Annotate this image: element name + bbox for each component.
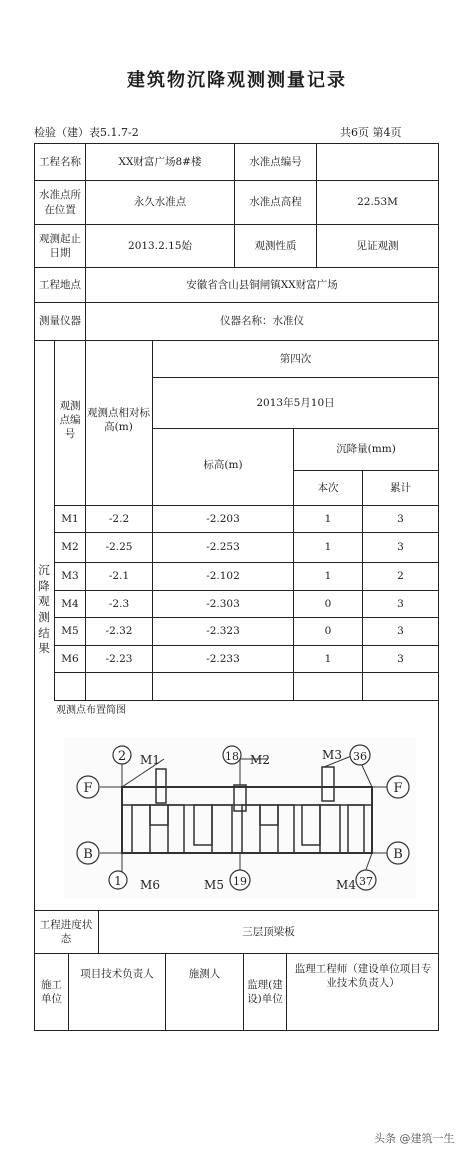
row-elev: -2.102: [206, 570, 240, 583]
row-this: 0: [324, 597, 332, 610]
site-value: 安徽省含山县铜闸镇XX财富广场: [186, 278, 338, 291]
row-point: M2: [61, 541, 79, 554]
row-point: M1: [61, 512, 79, 525]
benchmark-elev-value: 22.53M: [357, 196, 398, 209]
obs-start-value: 2013.2.15始: [128, 239, 192, 252]
col-total-header: 累计: [390, 481, 411, 494]
axis-b-left: B: [83, 847, 93, 862]
project-name-label: 工程名称: [39, 155, 81, 168]
axis-f-right: F: [393, 781, 403, 796]
watermark: 头条 @建筑一生: [374, 1132, 455, 1145]
tech-lead-label: 项目技术负责人: [80, 967, 154, 980]
form-code: 检验（建）表5.1.7-2: [34, 126, 139, 139]
col-this-header: 本次: [317, 481, 339, 494]
layout-diagram: [64, 737, 416, 899]
label-m1: M1: [140, 753, 160, 767]
obs-nature-value: 见证观测: [356, 239, 399, 252]
site-label: 工程地点: [39, 278, 81, 291]
row-elev: -2.203: [206, 512, 240, 525]
col-settle-header: 沉降量(mm): [336, 443, 396, 456]
col-point-header: 观测点编号: [59, 399, 81, 441]
row-elev: -2.253: [206, 541, 240, 554]
unit-label: 施工单位: [41, 978, 62, 1005]
row-total: 3: [397, 541, 404, 554]
row-elev: -2.303: [206, 597, 240, 610]
progress-label: 工程进度状态: [39, 918, 93, 945]
row-elev: -2.233: [206, 652, 240, 665]
svg-text:2: 2: [117, 749, 127, 764]
row-total: 3: [397, 512, 404, 525]
row-total: 3: [397, 652, 404, 665]
col-elev-header: 标高(m): [203, 458, 243, 471]
label-m6: M6: [140, 878, 160, 892]
round-label: 第四次: [279, 352, 312, 365]
row-rel: -2.23: [105, 652, 133, 665]
axis-b-right: B: [393, 847, 403, 862]
row-rel: -2.2: [108, 512, 130, 525]
row-total: 3: [397, 597, 404, 610]
row-rel: -2.1: [108, 570, 130, 583]
row-rel: -2.25: [105, 541, 133, 554]
row-point: M6: [61, 652, 79, 665]
col-rel-elev-header: 观测点相对标高(m): [87, 406, 150, 433]
row-point: M4: [61, 597, 79, 610]
page-count: 共6页 第4页: [340, 126, 402, 139]
axis-f-left: F: [83, 781, 93, 796]
row-this: 1: [324, 512, 332, 525]
axis-37: 37: [359, 875, 373, 888]
project-name-value: XX财富广场8#楼: [118, 155, 202, 168]
row-elev: -2.323: [206, 625, 240, 638]
obs-nature-label: 观测性质: [254, 239, 297, 252]
row-rel: -2.3: [108, 597, 130, 610]
row-rel: -2.32: [105, 625, 133, 638]
row-this: 0: [324, 625, 332, 638]
axis-1: 1: [114, 874, 122, 888]
label-m5: M5: [204, 878, 224, 892]
surveyor-label: 施测人: [188, 967, 221, 980]
benchmark-no-label: 水准点编号: [249, 155, 302, 168]
label-m3: M3: [322, 748, 342, 762]
row-total: 3: [397, 625, 404, 638]
section-label: 沉降观测结果: [38, 563, 50, 656]
row-point: M5: [61, 625, 79, 638]
label-m4: M4: [336, 878, 356, 892]
row-this: 1: [324, 570, 332, 583]
diagram-caption: 观测点布置简图: [56, 705, 126, 717]
instrument-label: 测量仪器: [39, 315, 81, 328]
progress-value: 三层顶梁板: [242, 925, 295, 938]
obs-start-label: 观测起止日期: [39, 232, 81, 259]
axis-19: 19: [233, 875, 247, 888]
label-m2: M2: [250, 753, 270, 767]
instrument-value: 仪器名称：水准仪: [220, 315, 304, 328]
row-point: M3: [61, 570, 79, 583]
document-title: 建筑物沉降观测测量记录: [127, 70, 347, 91]
row-total: 2: [397, 570, 404, 583]
axis-18: 18: [225, 750, 239, 763]
benchmark-no-value: [317, 144, 438, 180]
supervisor-unit-label: 监理(建设)单位: [247, 978, 283, 1005]
benchmark-elev-label: 水准点高程: [249, 196, 302, 209]
date-label: 2013年5月10日: [256, 396, 335, 409]
benchmark-pos-value: 永久水准点: [133, 196, 187, 209]
axis-36: 36: [353, 750, 367, 763]
benchmark-pos-label: 水准点所在位置: [39, 189, 81, 216]
row-this: 1: [324, 652, 332, 665]
supervisor-label: 监理工程师（建设单位项目专业技术负责人）: [294, 962, 432, 989]
row-this: 1: [324, 541, 332, 554]
